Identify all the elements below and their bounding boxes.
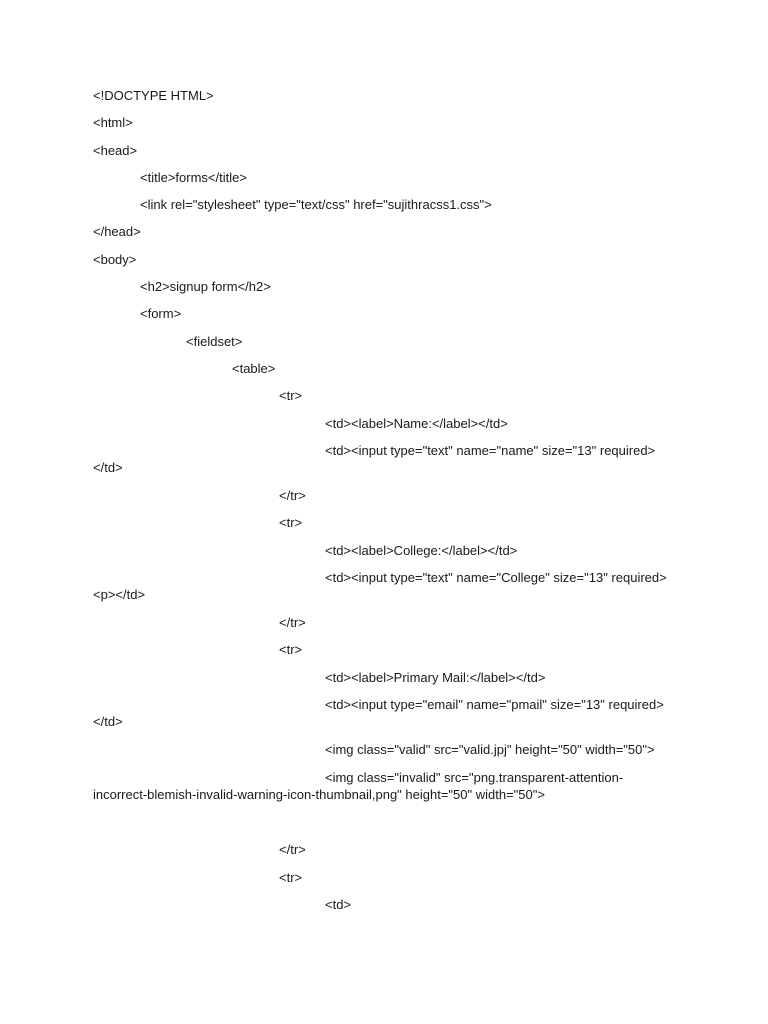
code-line-td-open: <td> [325,897,352,912]
code-line-body-open: <body> [93,252,137,267]
code-line-html-open: <html> [93,115,133,130]
code-line-td-college-label: <td><label>College:</label></td> [325,543,518,558]
code-line-fieldset-open: <fieldset> [186,334,243,349]
code-line-td-college-input: <td><input type="text" name="College" size="13" required><p></td> [93,570,667,602]
code-line-tr-open: <tr> [279,642,303,657]
code-line-tr-close: </tr> [279,842,306,857]
code-line-td-mail-input: <td><input type="email" name="pmail" size="13" required></td> [93,697,664,729]
code-line-td-name-label: <td><label>Name:</label></td> [325,416,508,431]
code-line-head-open: <head> [93,143,138,158]
code-line-link: <link rel="stylesheet" type="text/css" href="sujithracss1.css"> [140,197,492,212]
code-line-tr-close: </tr> [279,615,306,630]
code-line-head-close: </head> [93,224,141,239]
code-line-table-open: <table> [232,361,276,376]
code-line-tr-open: <tr> [279,515,303,530]
code-line-doctype: <!DOCTYPE HTML> [93,88,214,103]
code-line-img-invalid: <img class="invalid" src="png.transparent-attention-incorrect-blemish-invalid-warning-icon-thumbnail,png" height="50" width="50"> [93,770,624,802]
code-line-tr-open: <tr> [279,388,303,403]
code-line-form-open: <form> [140,306,182,321]
code-line-title: <title>forms</title> [140,170,247,185]
code-line-td-name-input: <td><input type="text" name="name" size="13" required></td> [93,443,656,475]
code-line-td-mail-label: <td><label>Primary Mail:</label></td> [325,670,546,685]
code-line-img-valid: <img class="valid" src="valid.jpj" height="50" width="50"> [325,742,655,757]
code-line-tr-close: </tr> [279,488,306,503]
code-line-h2: <h2>signup form</h2> [140,279,271,294]
code-line-tr-open: <tr> [279,870,303,885]
